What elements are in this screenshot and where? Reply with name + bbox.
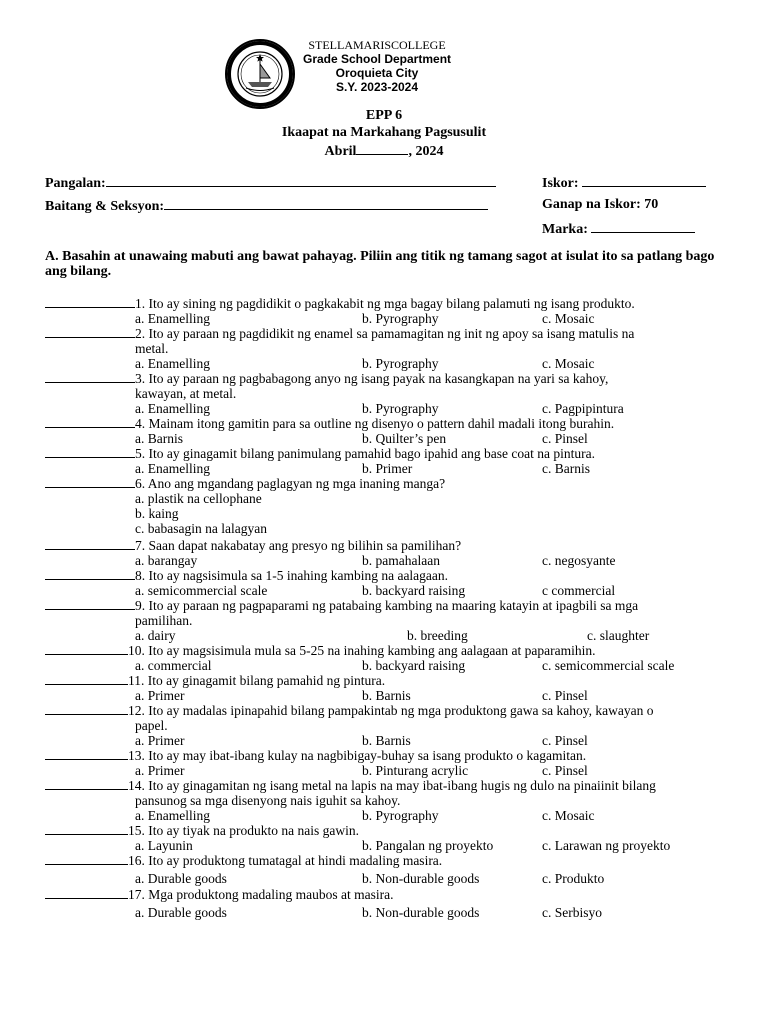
date-suffix: , 2024 bbox=[408, 144, 444, 159]
option-b[interactable]: b. breeding bbox=[407, 628, 468, 643]
score-label: Iskor: bbox=[542, 176, 579, 191]
question-text-continued: metal. bbox=[135, 341, 169, 356]
question-10 bbox=[45, 643, 596, 658]
question-8 bbox=[45, 568, 448, 583]
question-text: Ano ang mgandang paglagyan ng mga inaning manga? bbox=[147, 476, 446, 491]
option-b[interactable]: b. kaing bbox=[135, 506, 179, 521]
option-c[interactable]: c. Pinsel bbox=[542, 763, 588, 778]
question-text: Ito ay sining ng pagdidikit o pagkakabit ng mga bagay bilang palamuti ng isang produkto. bbox=[148, 296, 635, 311]
question-15 bbox=[45, 823, 359, 838]
question-6 bbox=[45, 476, 445, 491]
department: Grade School Department bbox=[302, 52, 452, 66]
question-5 bbox=[45, 446, 595, 461]
option-c[interactable]: c. Larawan ng proyekto bbox=[542, 838, 671, 853]
answer-blank[interactable] bbox=[45, 371, 135, 383]
question-number: 3. bbox=[135, 371, 149, 386]
question-text-continued: pansunog sa mga disenyong nais iguhit sa kahoy. bbox=[135, 793, 401, 808]
option-a[interactable]: a. Enamelling bbox=[135, 808, 210, 823]
option-b[interactable]: b. Pyrography bbox=[362, 356, 439, 371]
question-number: 9. bbox=[135, 598, 149, 613]
school-header bbox=[292, 38, 462, 94]
answer-blank[interactable] bbox=[45, 568, 135, 580]
question-number: 1. bbox=[135, 296, 149, 311]
question-text: Ito ay ginagamit bilang panimulang pamahid bago ipahid ang base coat na pintura. bbox=[148, 446, 595, 461]
answer-blank[interactable] bbox=[45, 887, 128, 899]
answer-blank[interactable] bbox=[45, 778, 128, 790]
option-c[interactable]: c. Pagpipintura bbox=[542, 401, 624, 416]
grade-section-field bbox=[45, 197, 488, 215]
subject-title: EPP 6 bbox=[365, 108, 403, 123]
option-c[interactable]: c. semicommercial scale bbox=[542, 658, 675, 673]
question-number: 13. bbox=[128, 748, 149, 763]
option-b[interactable]: b. pamahalaan bbox=[362, 553, 440, 568]
score-blank[interactable] bbox=[582, 174, 706, 187]
option-b[interactable]: b. Non-durable goods bbox=[362, 871, 480, 886]
name-label: Pangalan: bbox=[45, 176, 106, 191]
question-text: Saan dapat nakabatay ang presyo ng bilihin sa pamilihan? bbox=[148, 538, 462, 553]
option-a[interactable]: a. barangay bbox=[135, 553, 198, 568]
question-number: 11. bbox=[128, 673, 148, 688]
option-a[interactable]: a. Enamelling bbox=[135, 356, 210, 371]
question-number: 8. bbox=[135, 568, 149, 583]
option-b[interactable]: b. backyard raising bbox=[362, 658, 466, 673]
answer-blank[interactable] bbox=[45, 853, 128, 865]
school-name: STELLAMARISCOLLEGE bbox=[308, 38, 446, 52]
mark-blank[interactable] bbox=[591, 220, 695, 233]
question-number: 5. bbox=[135, 446, 149, 461]
option-b[interactable]: b. Barnis bbox=[362, 733, 411, 748]
name-field bbox=[45, 174, 496, 192]
answer-blank[interactable] bbox=[45, 326, 135, 338]
grade-label: Baitang & Seksyon: bbox=[45, 199, 165, 214]
option-c[interactable]: c. Pinsel bbox=[542, 431, 588, 446]
option-b[interactable]: b. Pyrography bbox=[362, 808, 439, 823]
school-seal-icon bbox=[224, 38, 296, 110]
option-a[interactable]: a. semicommercial scale bbox=[135, 583, 268, 598]
answer-blank[interactable] bbox=[45, 703, 128, 715]
option-b[interactable]: b. Primer bbox=[362, 461, 413, 476]
question-text: Mga produktong madaling maubos at masira. bbox=[148, 887, 394, 902]
question-number: 10. bbox=[128, 643, 149, 658]
answer-blank[interactable] bbox=[45, 296, 135, 308]
question-4 bbox=[45, 416, 614, 431]
question-14 bbox=[45, 778, 656, 793]
question-number: 2. bbox=[135, 326, 149, 341]
question-text: Ito ay paraan ng pagpaparami ng patabaing kambing na maaring katayin at ipagbili sa mga bbox=[148, 598, 639, 613]
question-text-continued: pamilihan. bbox=[135, 613, 193, 628]
exam-title: Ikaapat na Markahang Pagsusulit bbox=[281, 125, 487, 140]
question-text-continued: kawayan, at metal. bbox=[135, 386, 237, 401]
option-c[interactable]: c. slaughter bbox=[587, 628, 650, 643]
question-3 bbox=[45, 371, 608, 386]
option-a[interactable]: a. Durable goods bbox=[135, 905, 227, 920]
question-text: Ito ay ginagamit bilang pamahid ng pintura. bbox=[147, 673, 386, 688]
question-11 bbox=[45, 673, 385, 688]
answer-blank[interactable] bbox=[45, 823, 128, 835]
grade-blank[interactable] bbox=[164, 197, 488, 210]
answer-blank[interactable] bbox=[45, 538, 135, 550]
answer-blank[interactable] bbox=[45, 598, 135, 610]
school-year: S.Y. 2023-2024 bbox=[335, 80, 419, 94]
question-number: 17. bbox=[128, 887, 149, 902]
question-text: Mainam itong gamitin para sa outline ng disenyo o pattern dahil madali itong burahin. bbox=[148, 416, 615, 431]
option-b[interactable]: b. Quilter’s pen bbox=[362, 431, 447, 446]
option-a[interactable]: a. Enamelling bbox=[135, 461, 210, 476]
score-field bbox=[542, 174, 706, 192]
option-c[interactable]: c. Serbisyo bbox=[542, 905, 602, 920]
option-b[interactable]: b. Pyrography bbox=[362, 311, 439, 326]
mark-label: Marka: bbox=[542, 222, 588, 237]
option-c[interactable]: c. babasagin na lalagyan bbox=[135, 521, 267, 536]
question-text: Ito ay madalas ipinapahid bilang pampakintab ng mga produktong gawa sa kahoy, kawayan o bbox=[148, 703, 654, 718]
option-c[interactable]: c. Pinsel bbox=[542, 688, 588, 703]
option-c[interactable]: c. Mosaic bbox=[542, 808, 595, 823]
question-17 bbox=[45, 887, 393, 902]
name-blank[interactable] bbox=[106, 174, 496, 187]
mark-field bbox=[542, 220, 695, 238]
question-9 bbox=[45, 598, 638, 613]
option-a[interactable]: a. Durable goods bbox=[135, 871, 227, 886]
option-a[interactable]: a. Primer bbox=[135, 733, 185, 748]
option-b[interactable]: b. Pinturang acrylic bbox=[362, 763, 469, 778]
option-c[interactable]: c. Mosaic bbox=[542, 356, 595, 371]
question-number: 16. bbox=[128, 853, 149, 868]
question-text: Ito ay may ibat-ibang kulay na nagbibigay-buhay sa isang produkto o kagamitan. bbox=[148, 748, 587, 763]
question-12 bbox=[45, 703, 654, 718]
answer-blank[interactable] bbox=[45, 476, 135, 488]
instructions: A. Basahin at unawaing mabuti ang bawat pahayag. Piliin ang titik ng tamang sagot at isulat ito sa patlang bago ang bilang. bbox=[45, 249, 715, 279]
option-a[interactable]: a. Enamelling bbox=[135, 401, 210, 416]
question-number: 14. bbox=[128, 778, 149, 793]
option-c[interactable]: c. Barnis bbox=[542, 461, 590, 476]
answer-blank[interactable] bbox=[45, 748, 128, 760]
option-a[interactable]: a. commercial bbox=[135, 658, 212, 673]
option-a[interactable]: a. Barnis bbox=[135, 431, 183, 446]
answer-blank[interactable] bbox=[45, 673, 128, 685]
question-text: Ito ay produktong tumatagal at hindi madaling masira. bbox=[148, 853, 443, 868]
answer-blank[interactable] bbox=[45, 416, 135, 428]
option-b[interactable]: b. backyard raising bbox=[362, 583, 466, 598]
option-c[interactable]: c. Pinsel bbox=[542, 733, 588, 748]
option-b[interactable]: b. Pangalan ng proyekto bbox=[362, 838, 494, 853]
question-number: 15. bbox=[128, 823, 149, 838]
option-b[interactable]: b. Non-durable goods bbox=[362, 905, 480, 920]
question-text: Ito ay paraan ng pagdidikit ng enamel sa pamamagitan ng init ng apoy sa isang matulis na bbox=[148, 326, 635, 341]
option-c[interactable]: c. negosyante bbox=[542, 553, 616, 568]
option-a[interactable]: a. Enamelling bbox=[135, 311, 210, 326]
option-b[interactable]: b. Pyrography bbox=[362, 401, 439, 416]
option-a[interactable]: a. Primer bbox=[135, 688, 185, 703]
question-text: Ito ay nagsisimula sa 1-5 inahing kambing na aalagaan. bbox=[148, 568, 449, 583]
option-c[interactable]: c commercial bbox=[542, 583, 616, 598]
option-c[interactable]: c. Produkto bbox=[542, 871, 605, 886]
city: Oroquieta City bbox=[335, 66, 419, 80]
question-text: Ito ay ginagamitan ng isang metal na lapis na may ibat-ibang hugis ng dulo na pinaiinit bilang bbox=[148, 778, 656, 793]
question-1 bbox=[45, 296, 635, 311]
option-a[interactable]: a. dairy bbox=[135, 628, 176, 643]
perfect-score: Ganap na Iskor: 70 bbox=[542, 197, 659, 212]
question-text-continued: papel. bbox=[135, 718, 168, 733]
question-text: Ito ay tiyak na produkto na nais gawin. bbox=[148, 823, 359, 838]
date-blank[interactable] bbox=[356, 142, 408, 155]
question-number: 6. bbox=[135, 476, 148, 491]
question-7 bbox=[45, 538, 461, 553]
answer-blank[interactable] bbox=[45, 643, 128, 655]
option-a[interactable]: a. Layunin bbox=[135, 838, 193, 853]
question-number: 7. bbox=[135, 538, 149, 553]
question-13 bbox=[45, 748, 586, 763]
question-16 bbox=[45, 853, 442, 868]
option-c[interactable]: c. Mosaic bbox=[542, 311, 595, 326]
answer-blank[interactable] bbox=[45, 446, 135, 458]
question-number: 12. bbox=[128, 703, 149, 718]
date-prefix: Abril bbox=[324, 144, 357, 159]
question-2 bbox=[45, 326, 634, 341]
question-text: Ito ay paraan ng pagbabagong anyo ng isang payak na kasangkapan na yari sa kahoy, bbox=[148, 371, 609, 386]
exam-date bbox=[0, 142, 768, 160]
option-a[interactable]: a. plastik na cellophane bbox=[135, 491, 262, 506]
question-text: Ito ay magsisimula mula sa 5-25 na inahing kambing ang aalagaan at paparamihin. bbox=[148, 643, 596, 658]
option-b[interactable]: b. Barnis bbox=[362, 688, 411, 703]
option-a[interactable]: a. Primer bbox=[135, 763, 185, 778]
question-number: 4. bbox=[135, 416, 149, 431]
